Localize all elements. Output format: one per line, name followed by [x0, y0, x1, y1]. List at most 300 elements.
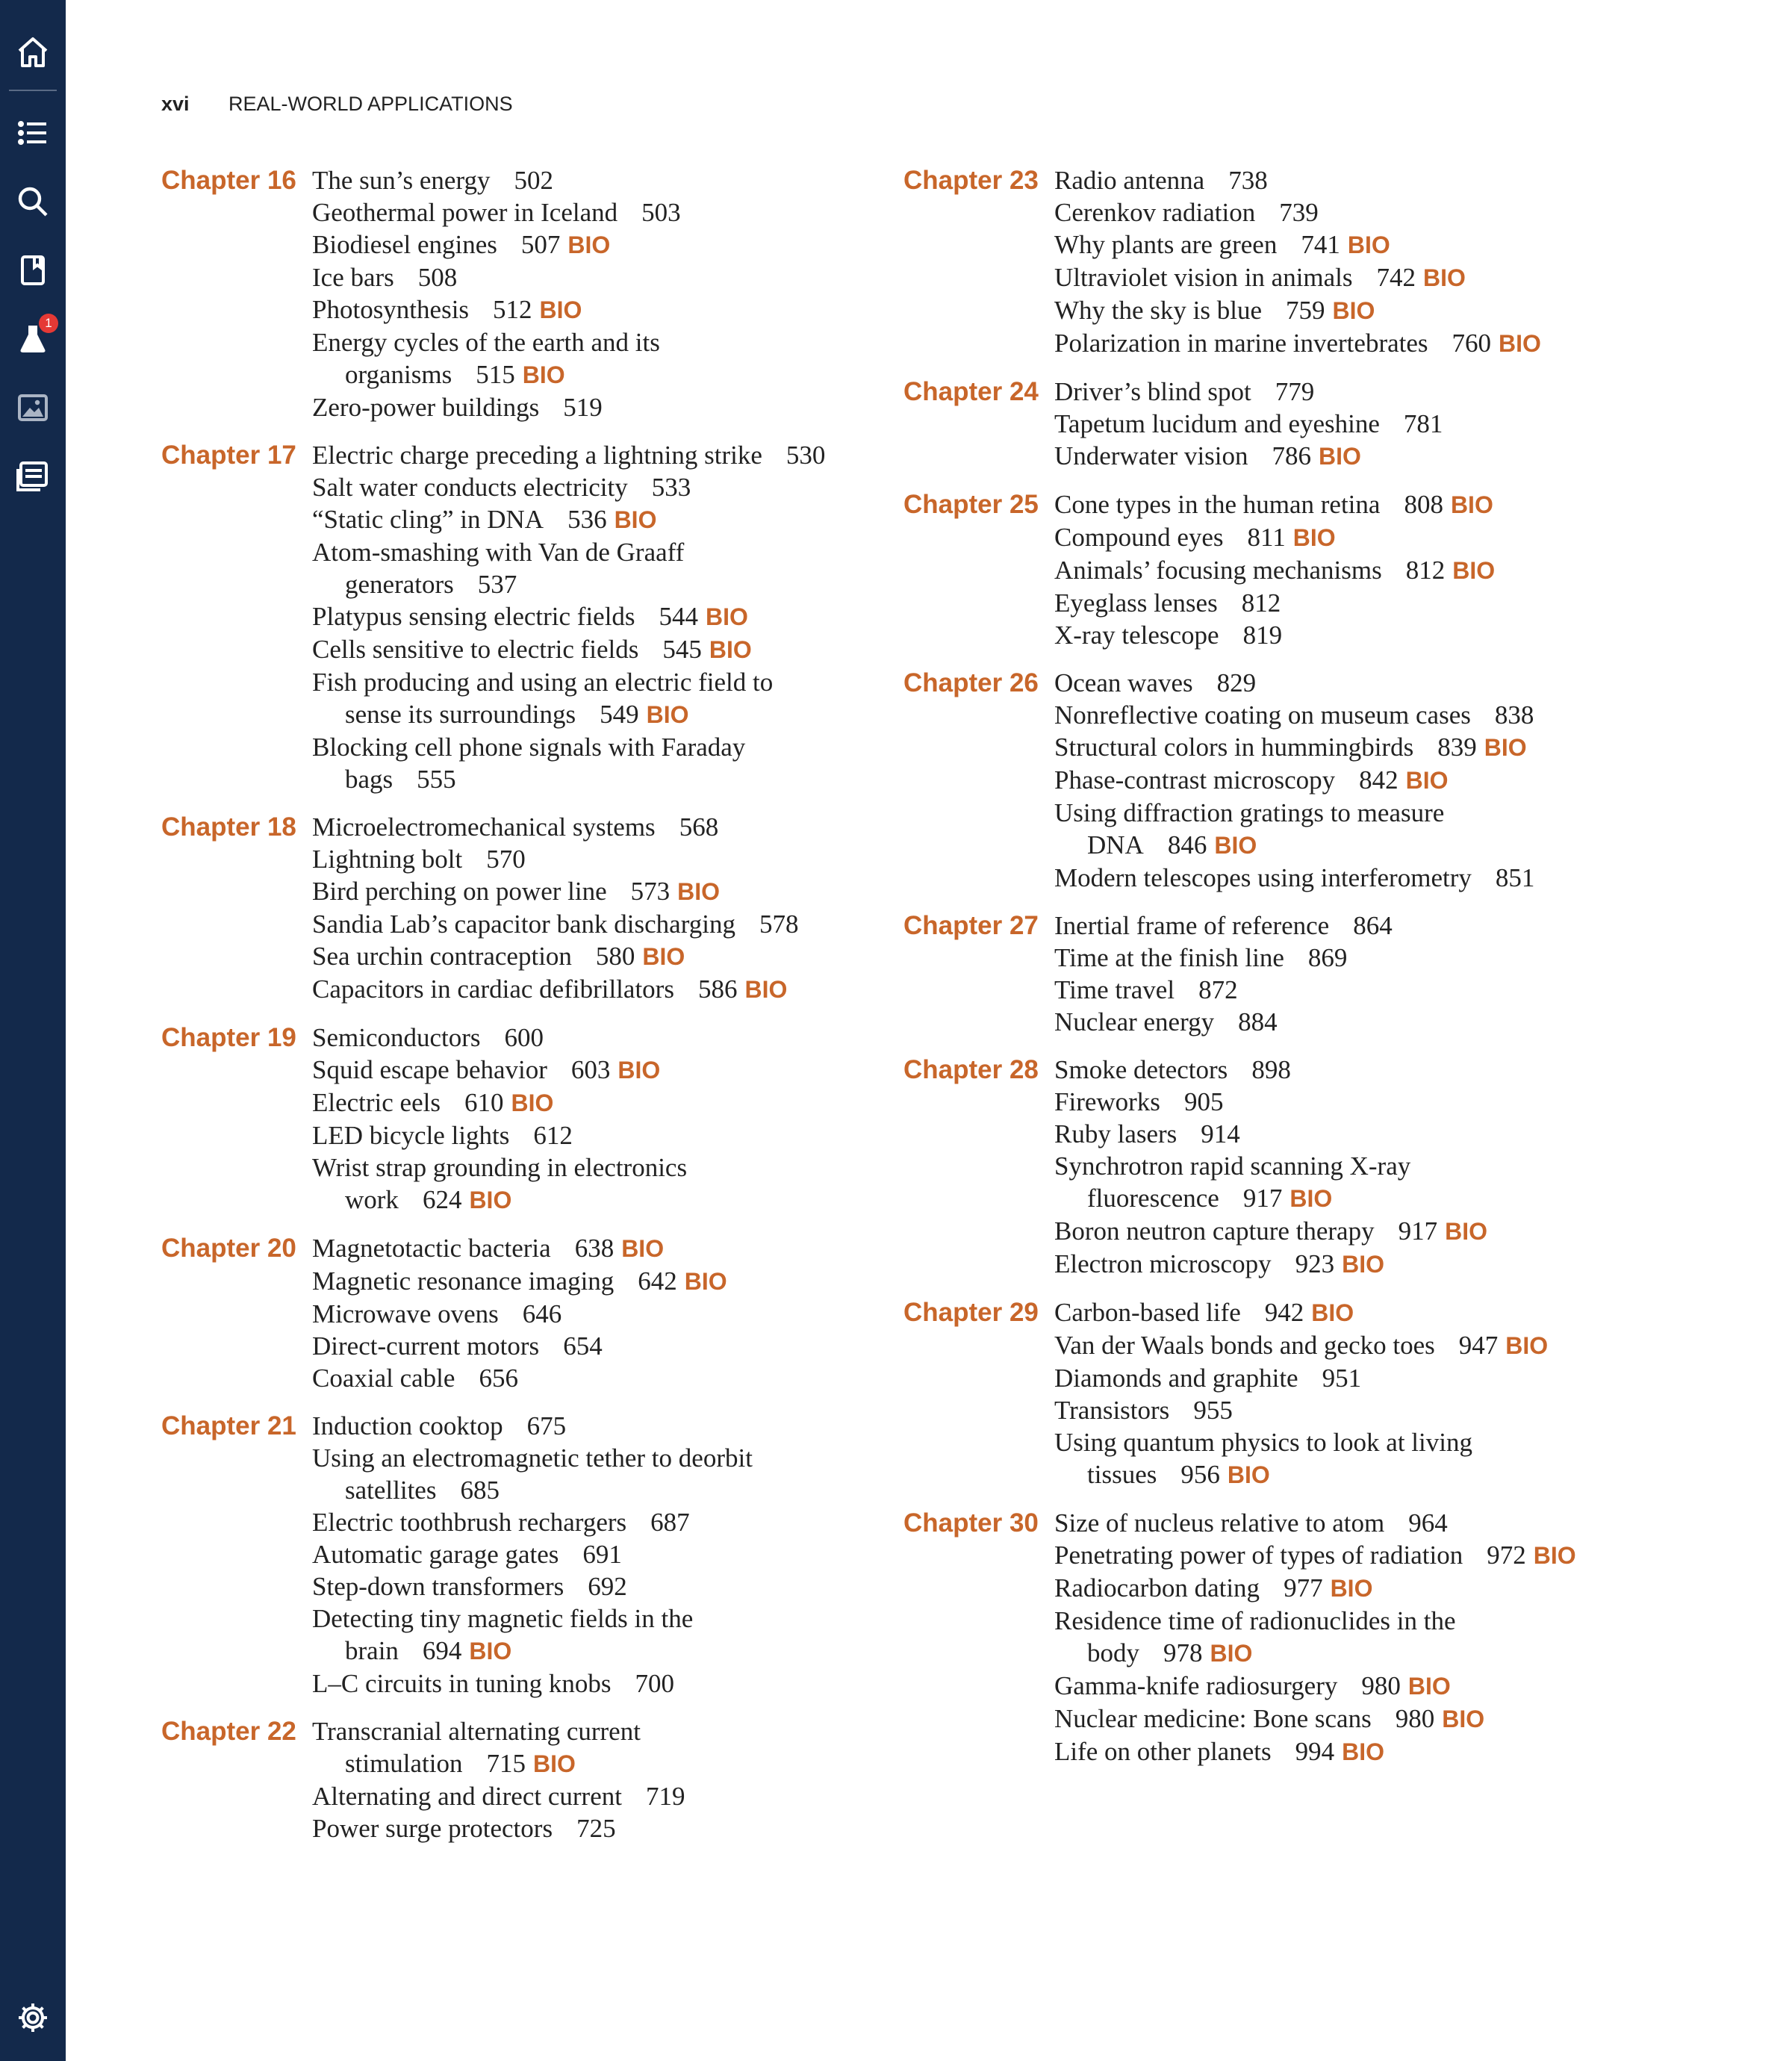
- gear-icon: [15, 2000, 51, 2036]
- entry-title: [1054, 1118, 1725, 1150]
- bio-tag: BIO: [1533, 1542, 1576, 1569]
- entry-title: [1054, 408, 1725, 440]
- entry-title: [312, 973, 908, 1006]
- entry-text: Nuclear medicine: Bone scans: [1054, 1704, 1372, 1733]
- entry-title-continued: [312, 1474, 908, 1506]
- entry-text: Electron microscopy: [1054, 1249, 1272, 1278]
- page-number-ref[interactable]: 507: [520, 230, 561, 259]
- entry-text: Semiconductors: [312, 1023, 481, 1052]
- entry-text: Smoke detectors: [1054, 1055, 1228, 1084]
- entry-title: [1054, 229, 1725, 261]
- entry-title: [312, 1330, 908, 1362]
- chapter-label: Chapter 20: [161, 1234, 296, 1263]
- entry-text: Magnetic resonance imaging: [312, 1266, 615, 1296]
- page-number-ref[interactable]: 942: [1264, 1298, 1304, 1327]
- contents-button[interactable]: [0, 103, 66, 163]
- entry-text: Synchrotron rapid scanning X-ray: [1054, 1151, 1411, 1181]
- bio-tag: BIO: [1311, 1299, 1354, 1326]
- entry-text: tissues: [1087, 1460, 1157, 1489]
- entry-text: “Static cling” in DNA: [312, 505, 544, 534]
- entry-title: [1054, 327, 1725, 360]
- chapter-block: [903, 1054, 1725, 1281]
- page-number-ref[interactable]: 914: [1201, 1119, 1240, 1148]
- page-number-ref[interactable]: 923: [1295, 1249, 1335, 1278]
- entry-title: [1054, 294, 1725, 327]
- page-number-ref[interactable]: 685: [460, 1476, 500, 1505]
- chapter-block: [903, 1507, 1725, 1768]
- entry-text: Wrist strap grounding in electronics: [312, 1153, 688, 1182]
- entry-text: Zero-power buildings: [312, 393, 540, 422]
- chapter-entries: [1054, 1296, 1725, 1491]
- page-number-ref[interactable]: 811: [1247, 523, 1286, 552]
- entry-title: [312, 229, 908, 261]
- chapter-entries: [1054, 376, 1725, 473]
- entry-title: [312, 293, 908, 326]
- page-number-ref[interactable]: 964: [1408, 1508, 1448, 1538]
- entry-text: Cells sensitive to electric fields: [312, 635, 639, 664]
- page-number-ref[interactable]: 537: [477, 570, 517, 599]
- entry-text: Structural colors in hummingbirds: [1054, 733, 1414, 762]
- search-button[interactable]: [0, 172, 66, 231]
- entry-text: Cone types in the human retina: [1054, 490, 1381, 519]
- entry-title: [312, 1232, 908, 1265]
- entry-title: [312, 1410, 908, 1442]
- entry-text: brain: [345, 1636, 399, 1665]
- entry-text: Fireworks: [1054, 1087, 1160, 1116]
- page-header: [161, 93, 513, 116]
- bio-tag: BIO: [642, 943, 685, 970]
- entry-text: Microelectromechanical systems: [312, 812, 656, 842]
- settings-button[interactable]: [0, 1988, 66, 2048]
- page-number-ref[interactable]: 515: [476, 360, 515, 389]
- entry-text: Capacitors in cardiac defibrillators: [312, 974, 674, 1004]
- bio-tag: BIO: [617, 1057, 661, 1084]
- page-number-ref[interactable]: 725: [576, 1814, 616, 1843]
- entry-title: [1054, 164, 1725, 196]
- bio-tag: BIO: [1214, 832, 1257, 859]
- sidebar-divider: [9, 90, 57, 91]
- page-number-ref[interactable]: 898: [1251, 1055, 1291, 1084]
- entry-title-continued: [1054, 1637, 1725, 1670]
- page-number: xvi: [161, 93, 190, 115]
- bio-tag: BIO: [1499, 330, 1541, 357]
- page-number-ref[interactable]: 819: [1242, 621, 1283, 650]
- chapter-entries: [1054, 1054, 1725, 1281]
- chapter-block: [161, 1022, 908, 1216]
- bio-tag: BIO: [469, 1638, 512, 1664]
- entry-title: [312, 600, 908, 633]
- entry-title: [1054, 1296, 1725, 1329]
- entry-title: [1054, 942, 1725, 974]
- bio-tag: BIO: [567, 231, 611, 258]
- page-number-ref[interactable]: 687: [650, 1508, 690, 1537]
- entry-text: Automatic garage gates: [312, 1540, 559, 1569]
- bio-tag: BIO: [1450, 491, 1493, 518]
- entry-text: satellites: [345, 1476, 437, 1505]
- entry-title: [312, 1265, 908, 1298]
- entry-title: [312, 391, 908, 423]
- page-number-ref[interactable]: 512: [493, 295, 532, 324]
- entry-title: [1054, 1605, 1725, 1637]
- page-number-ref[interactable]: 851: [1495, 863, 1535, 892]
- bio-tag: BIO: [1227, 1461, 1270, 1488]
- bookmark-icon: [15, 252, 51, 288]
- page-number-ref[interactable]: 779: [1275, 377, 1315, 406]
- page-number-ref[interactable]: 700: [635, 1669, 675, 1698]
- sidebar: [0, 0, 66, 2061]
- entry-title: [312, 908, 908, 940]
- page-number-ref[interactable]: 846: [1167, 830, 1207, 859]
- page-number-ref[interactable]: 586: [697, 974, 738, 1004]
- entry-title: [312, 666, 908, 698]
- entry-text: X-ray telescope: [1054, 621, 1219, 650]
- entry-text: Ocean waves: [1054, 668, 1193, 697]
- page-number-ref[interactable]: 994: [1295, 1737, 1335, 1766]
- entry-title: [312, 1603, 908, 1635]
- entry-text: Driver’s blind spot: [1054, 377, 1251, 406]
- bio-tag: BIO: [1292, 524, 1336, 551]
- page-number-ref[interactable]: 642: [638, 1266, 677, 1296]
- chapter-block: [161, 1232, 908, 1394]
- bio-tag: BIO: [1445, 1218, 1487, 1245]
- page-number-ref[interactable]: 675: [526, 1411, 567, 1440]
- page-number-ref[interactable]: 719: [645, 1782, 685, 1811]
- entry-text: organisms: [345, 360, 452, 389]
- entry-title: [312, 1022, 908, 1054]
- entry-title: [312, 633, 908, 666]
- entry-title-continued: [312, 763, 908, 795]
- running-title: REAL-WORLD APPLICATIONS: [228, 93, 513, 115]
- entry-text: Power surge protectors: [312, 1814, 553, 1843]
- page-number-ref[interactable]: 694: [422, 1636, 462, 1665]
- entry-text: Radiocarbon dating: [1054, 1573, 1260, 1603]
- entry-title: [1054, 974, 1725, 1006]
- entry-title-continued: [312, 1747, 908, 1780]
- page-number-ref[interactable]: 600: [504, 1023, 544, 1052]
- bio-tag: BIO: [684, 1268, 727, 1295]
- page-number-ref[interactable]: 905: [1183, 1087, 1224, 1116]
- entry-title: [1054, 554, 1725, 587]
- entry-title: [1054, 699, 1725, 731]
- page-number-ref[interactable]: 555: [417, 765, 456, 794]
- page-number-ref[interactable]: 955: [1193, 1396, 1233, 1425]
- page-number-ref[interactable]: 760: [1452, 329, 1492, 358]
- page-number-ref[interactable]: 978: [1163, 1638, 1203, 1667]
- entry-text: Boron neutron capture therapy: [1054, 1216, 1375, 1246]
- entry-text: Underwater vision: [1054, 441, 1248, 470]
- entry-title: [1054, 1006, 1725, 1038]
- page-number-ref[interactable]: 869: [1307, 943, 1348, 972]
- bio-tag: BIO: [709, 636, 752, 663]
- entry-title: [312, 1812, 908, 1844]
- entry-title-continued: [312, 698, 908, 731]
- entry-text: Bird perching on power line: [312, 877, 607, 906]
- entry-text: DNA: [1087, 830, 1144, 859]
- page-number-ref[interactable]: 612: [533, 1121, 573, 1150]
- page-number-ref[interactable]: 568: [679, 812, 719, 842]
- entry-text: Polarization in marine invertebrates: [1054, 329, 1428, 358]
- page-number-ref[interactable]: 838: [1494, 700, 1534, 730]
- bio-tag: BIO: [614, 506, 657, 533]
- page-number-ref[interactable]: 812: [1405, 556, 1446, 585]
- page-number-ref[interactable]: 638: [574, 1234, 615, 1263]
- entry-text: Time travel: [1054, 975, 1175, 1004]
- entry-text: Photosynthesis: [312, 295, 470, 324]
- entry-title: [312, 1570, 908, 1603]
- page-number-ref[interactable]: 578: [759, 910, 799, 939]
- entry-text: Carbon-based life: [1054, 1298, 1241, 1327]
- entry-text: Inertial frame of reference: [1054, 911, 1330, 940]
- entry-title-continued: [1054, 1458, 1725, 1491]
- bio-tag: BIO: [511, 1089, 554, 1116]
- entry-title: [1054, 862, 1725, 894]
- bio-tag: BIO: [533, 1750, 576, 1777]
- entry-title: [312, 1119, 908, 1151]
- entry-text: Modern telescopes using interferometry: [1054, 863, 1472, 892]
- page-number-ref[interactable]: 545: [662, 635, 702, 664]
- page-number-ref[interactable]: 980: [1361, 1671, 1401, 1700]
- media-button[interactable]: [0, 378, 66, 438]
- page-number-ref[interactable]: 519: [563, 393, 603, 422]
- entry-title: [1054, 488, 1725, 521]
- chapter-entries: [1054, 1507, 1725, 1768]
- search-icon: [15, 184, 51, 220]
- page-number-ref[interactable]: 536: [567, 505, 607, 534]
- page-number-ref[interactable]: 654: [563, 1331, 603, 1361]
- bio-tag: BIO: [1484, 734, 1527, 761]
- entry-title: [1054, 1735, 1725, 1768]
- page-number-ref[interactable]: 739: [1279, 198, 1319, 227]
- page-number-ref[interactable]: 829: [1216, 668, 1257, 697]
- page-number-ref[interactable]: 624: [422, 1185, 462, 1214]
- chapter-entries: [312, 1022, 908, 1216]
- page-number-ref[interactable]: 502: [514, 166, 553, 195]
- entry-text: Cerenkov radiation: [1054, 198, 1256, 227]
- entry-title-continued: [312, 1635, 908, 1667]
- page-number-ref[interactable]: 884: [1238, 1007, 1278, 1036]
- chapter-entries: [1054, 488, 1725, 651]
- entry-text: Detecting tiny magnetic fields in the: [312, 1604, 694, 1633]
- chapter-block: [903, 910, 1725, 1038]
- page-number-ref[interactable]: 573: [630, 877, 671, 906]
- entry-title: [1054, 1086, 1725, 1118]
- entry-text: Residence time of radionuclides in the: [1054, 1606, 1456, 1635]
- entry-text: Radio antenna: [1054, 166, 1205, 195]
- entry-title: [1054, 797, 1725, 829]
- entry-text: Diamonds and graphite: [1054, 1364, 1298, 1393]
- chapter-label: Chapter 23: [903, 166, 1039, 195]
- page-number-ref[interactable]: 977: [1284, 1573, 1323, 1603]
- page-number-ref[interactable]: 610: [464, 1088, 504, 1117]
- entry-title: [312, 843, 908, 875]
- page-number-ref[interactable]: 503: [641, 198, 681, 227]
- entry-title: [312, 536, 908, 568]
- page-number-ref[interactable]: 808: [1404, 490, 1443, 519]
- page-number-ref[interactable]: 738: [1228, 166, 1268, 195]
- chapter-block: [903, 488, 1725, 651]
- entry-title: [312, 731, 908, 763]
- chapter-block: [161, 1410, 908, 1700]
- entry-text: Nuclear energy: [1054, 1007, 1215, 1036]
- entry-text: sense its surroundings: [345, 700, 576, 729]
- page-number-ref[interactable]: 692: [588, 1572, 627, 1601]
- entry-text: Using diffraction gratings to measure: [1054, 798, 1445, 827]
- entry-text: Compound eyes: [1054, 523, 1224, 552]
- entry-title: [312, 875, 908, 908]
- bookmark-button[interactable]: [0, 240, 66, 300]
- entry-text: Using an electromagnetic tether to deorbit: [312, 1443, 753, 1473]
- entry-title: [312, 1715, 908, 1747]
- page-number-ref[interactable]: 839: [1437, 733, 1477, 762]
- page-number-ref[interactable]: 951: [1322, 1364, 1362, 1393]
- page-number-ref[interactable]: 947: [1458, 1331, 1499, 1360]
- bio-tag: BIO: [706, 603, 748, 630]
- entry-text: Size of nucleus relative to atom: [1054, 1508, 1385, 1538]
- right-column: [903, 164, 1725, 1784]
- page-number-ref[interactable]: 980: [1395, 1704, 1435, 1733]
- chapter-entries: [312, 811, 908, 1006]
- bio-tag: BIO: [469, 1187, 512, 1213]
- bio-tag: BIO: [621, 1235, 665, 1262]
- page-number-ref[interactable]: 759: [1286, 296, 1325, 325]
- entry-title: [1054, 1426, 1725, 1458]
- page-number-ref[interactable]: 533: [651, 473, 691, 502]
- page-number-ref[interactable]: 917: [1242, 1184, 1283, 1213]
- entry-text: Induction cooktop: [312, 1411, 503, 1440]
- entry-title: [312, 940, 908, 973]
- bio-tag: BIO: [677, 878, 721, 905]
- entry-text: Lightning bolt: [312, 845, 463, 874]
- page-number-ref[interactable]: 646: [522, 1299, 562, 1328]
- entry-text: Animals’ focusing mechanisms: [1054, 556, 1382, 585]
- entry-text: Atom-smashing with Van de Graaff: [312, 538, 685, 567]
- page-number-ref[interactable]: 812: [1241, 588, 1281, 618]
- entry-text: Electric charge preceding a lightning strike: [312, 441, 762, 470]
- chapter-label: Chapter 28: [903, 1055, 1039, 1084]
- page-number-ref[interactable]: 656: [479, 1364, 518, 1393]
- page-number-ref[interactable]: 530: [785, 441, 826, 470]
- entry-title: [1054, 1362, 1725, 1394]
- page-number-ref[interactable]: 603: [570, 1055, 611, 1084]
- entry-title: [1054, 376, 1725, 408]
- page-number-ref[interactable]: 786: [1272, 441, 1312, 470]
- lab-button[interactable]: [0, 309, 66, 369]
- entry-text: The sun’s energy: [312, 166, 491, 195]
- entry-text: Geothermal power in Iceland: [312, 198, 618, 227]
- home-button[interactable]: [0, 22, 66, 82]
- entry-text: Penetrating power of types of radiation: [1054, 1541, 1463, 1570]
- chapter-label: Chapter 24: [903, 377, 1039, 406]
- bio-tag: BIO: [1452, 557, 1496, 584]
- left-column: [161, 164, 908, 1860]
- image-icon: [15, 390, 51, 426]
- entry-text: Step-down transformers: [312, 1572, 564, 1601]
- page-number-ref[interactable]: 864: [1353, 911, 1393, 940]
- page-number-ref[interactable]: 580: [595, 942, 635, 971]
- entry-title: [312, 261, 908, 293]
- entry-text: Biodiesel engines: [312, 230, 497, 259]
- page-number-ref[interactable]: 508: [417, 263, 458, 292]
- entry-title: [1054, 667, 1725, 699]
- chapter-entries: [1054, 910, 1725, 1038]
- chapter-block: [903, 376, 1725, 473]
- chapter-block: [903, 1296, 1725, 1491]
- entry-title: [312, 1298, 908, 1330]
- entry-title: [312, 1054, 908, 1087]
- entry-text: Transistors: [1054, 1396, 1170, 1425]
- page-number-ref[interactable]: 842: [1359, 765, 1399, 795]
- entry-text: Electric toothbrush rechargers: [312, 1508, 627, 1537]
- chapter-block: [903, 164, 1725, 360]
- entry-title: [1054, 1329, 1725, 1362]
- bio-tag: BIO: [1505, 1332, 1549, 1359]
- page-number-ref[interactable]: 570: [486, 845, 526, 874]
- page-number-ref[interactable]: 691: [582, 1540, 622, 1569]
- page-number-ref[interactable]: 715: [486, 1749, 526, 1778]
- bio-tag: BIO: [1347, 231, 1390, 258]
- entry-title: [1054, 619, 1725, 651]
- page-number-ref[interactable]: 544: [659, 602, 699, 631]
- page-number-ref[interactable]: 781: [1403, 409, 1443, 438]
- entry-text: Transcranial alternating current: [312, 1717, 641, 1746]
- entry-text: Platypus sensing electric fields: [312, 602, 635, 631]
- entry-title: [1054, 1215, 1725, 1248]
- page-number-ref[interactable]: 742: [1376, 263, 1416, 292]
- entry-text: Salt water conducts electricity: [312, 473, 628, 502]
- entry-text: Time at the finish line: [1054, 943, 1284, 972]
- bio-tag: BIO: [1407, 1673, 1451, 1700]
- chapter-entries: [312, 1410, 908, 1700]
- entry-title-continued: [312, 1184, 908, 1216]
- entry-title: [312, 1667, 908, 1700]
- chapter-entries: [312, 1232, 908, 1394]
- entry-title: [1054, 1539, 1725, 1572]
- entry-title: [312, 1442, 908, 1474]
- entry-title: [1054, 1670, 1725, 1703]
- chapter-label: Chapter 21: [161, 1411, 296, 1440]
- bio-tag: BIO: [646, 701, 689, 728]
- entry-text: Using quantum physics to look at living: [1054, 1428, 1472, 1457]
- entry-text: Phase-contrast microscopy: [1054, 765, 1336, 795]
- chapter-block: [161, 439, 908, 795]
- entry-title: [312, 503, 908, 536]
- entry-title: [1054, 1703, 1725, 1735]
- chapter-label: Chapter 19: [161, 1023, 296, 1052]
- entry-title: [1054, 1572, 1725, 1605]
- bio-tag: BIO: [1289, 1185, 1333, 1212]
- page-number-ref[interactable]: 917: [1398, 1216, 1438, 1246]
- bio-tag: BIO: [1342, 1738, 1384, 1765]
- entry-title-continued: [1054, 1182, 1725, 1215]
- chapter-label: Chapter 30: [903, 1508, 1039, 1538]
- page-number-ref[interactable]: 956: [1180, 1460, 1220, 1489]
- entry-text: Life on other planets: [1054, 1737, 1272, 1766]
- bio-tag: BIO: [1342, 1251, 1384, 1278]
- page-number-ref[interactable]: 972: [1487, 1541, 1526, 1570]
- bio-tag: BIO: [1319, 443, 1361, 470]
- bio-tag: BIO: [1423, 264, 1466, 291]
- page-number-ref[interactable]: 549: [600, 700, 639, 729]
- chapter-label: Chapter 17: [161, 441, 296, 470]
- entry-title: [1054, 196, 1725, 229]
- page-number-ref[interactable]: 741: [1301, 230, 1340, 259]
- notes-button[interactable]: [0, 447, 66, 506]
- entry-title: [1054, 1248, 1725, 1281]
- chapter-block: [903, 667, 1725, 894]
- page-number-ref[interactable]: 872: [1198, 975, 1238, 1004]
- chapter-label: Chapter 18: [161, 812, 296, 842]
- entry-text: Electric eels: [312, 1088, 441, 1117]
